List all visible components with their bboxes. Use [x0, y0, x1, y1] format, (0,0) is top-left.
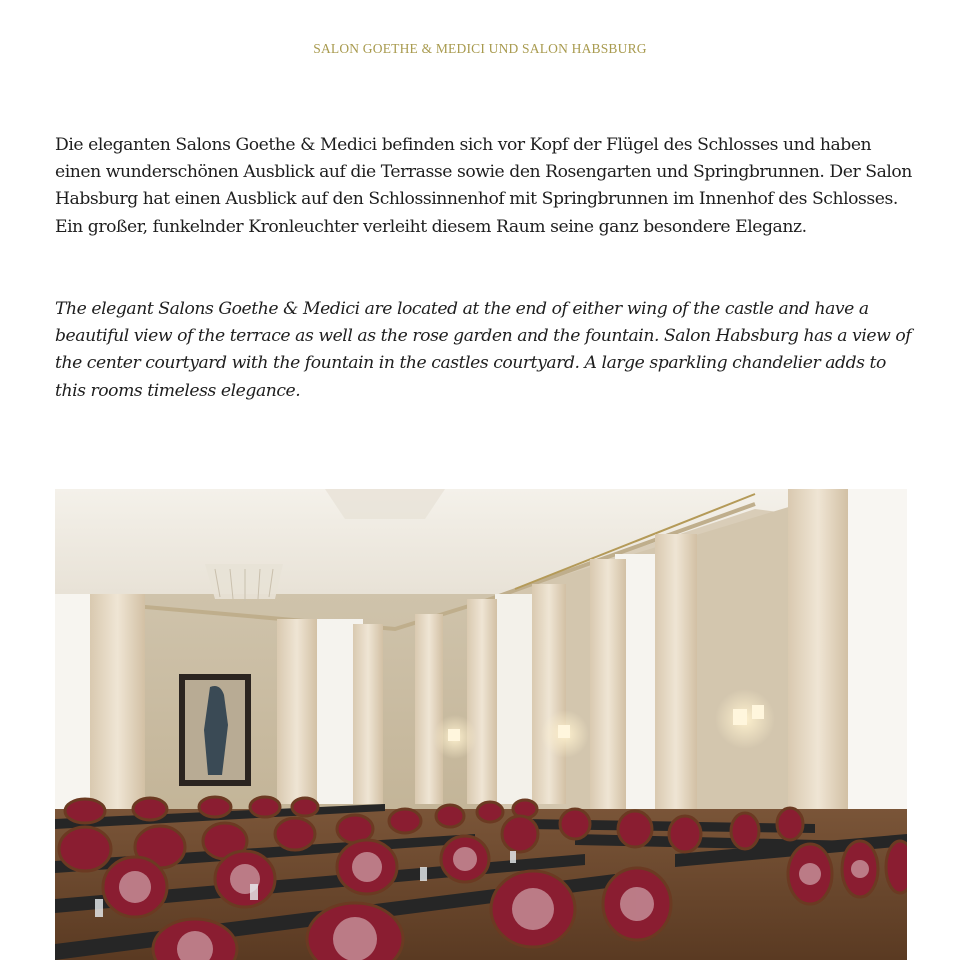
conference-room-photo [55, 489, 907, 960]
page-heading: SALON GOETHE & MEDICI UND SALON HABSBURG [313, 41, 647, 56]
english-description: The elegant Salons Goethe & Medici are located at the end of either wing of the castle and have a beautiful view of the terrace as well as the rose garden and the fountain. Salon Habsburg has a view of the center courtyard with the fountain in the castles courtyard. A large sparkling chandelier adds to this rooms timeless elegance. [55, 299, 912, 401]
german-description: Die eleganten Salons Goethe & Medici befinden sich vor Kopf der Flügel des Schlosses und haben einen wunderschönen Ausblick auf die Terrasse sowie den Rosengarten und Springbrunnen. Der Salon Habsburg hat einen Ausblick auf den Schlossinnenhof mit Springbrunnen im Innenhof des Schlosses. Ein großer, funkelnder Kronleuchter verleiht diesem Raum seine ganz besondere Eleganz. [55, 135, 912, 237]
